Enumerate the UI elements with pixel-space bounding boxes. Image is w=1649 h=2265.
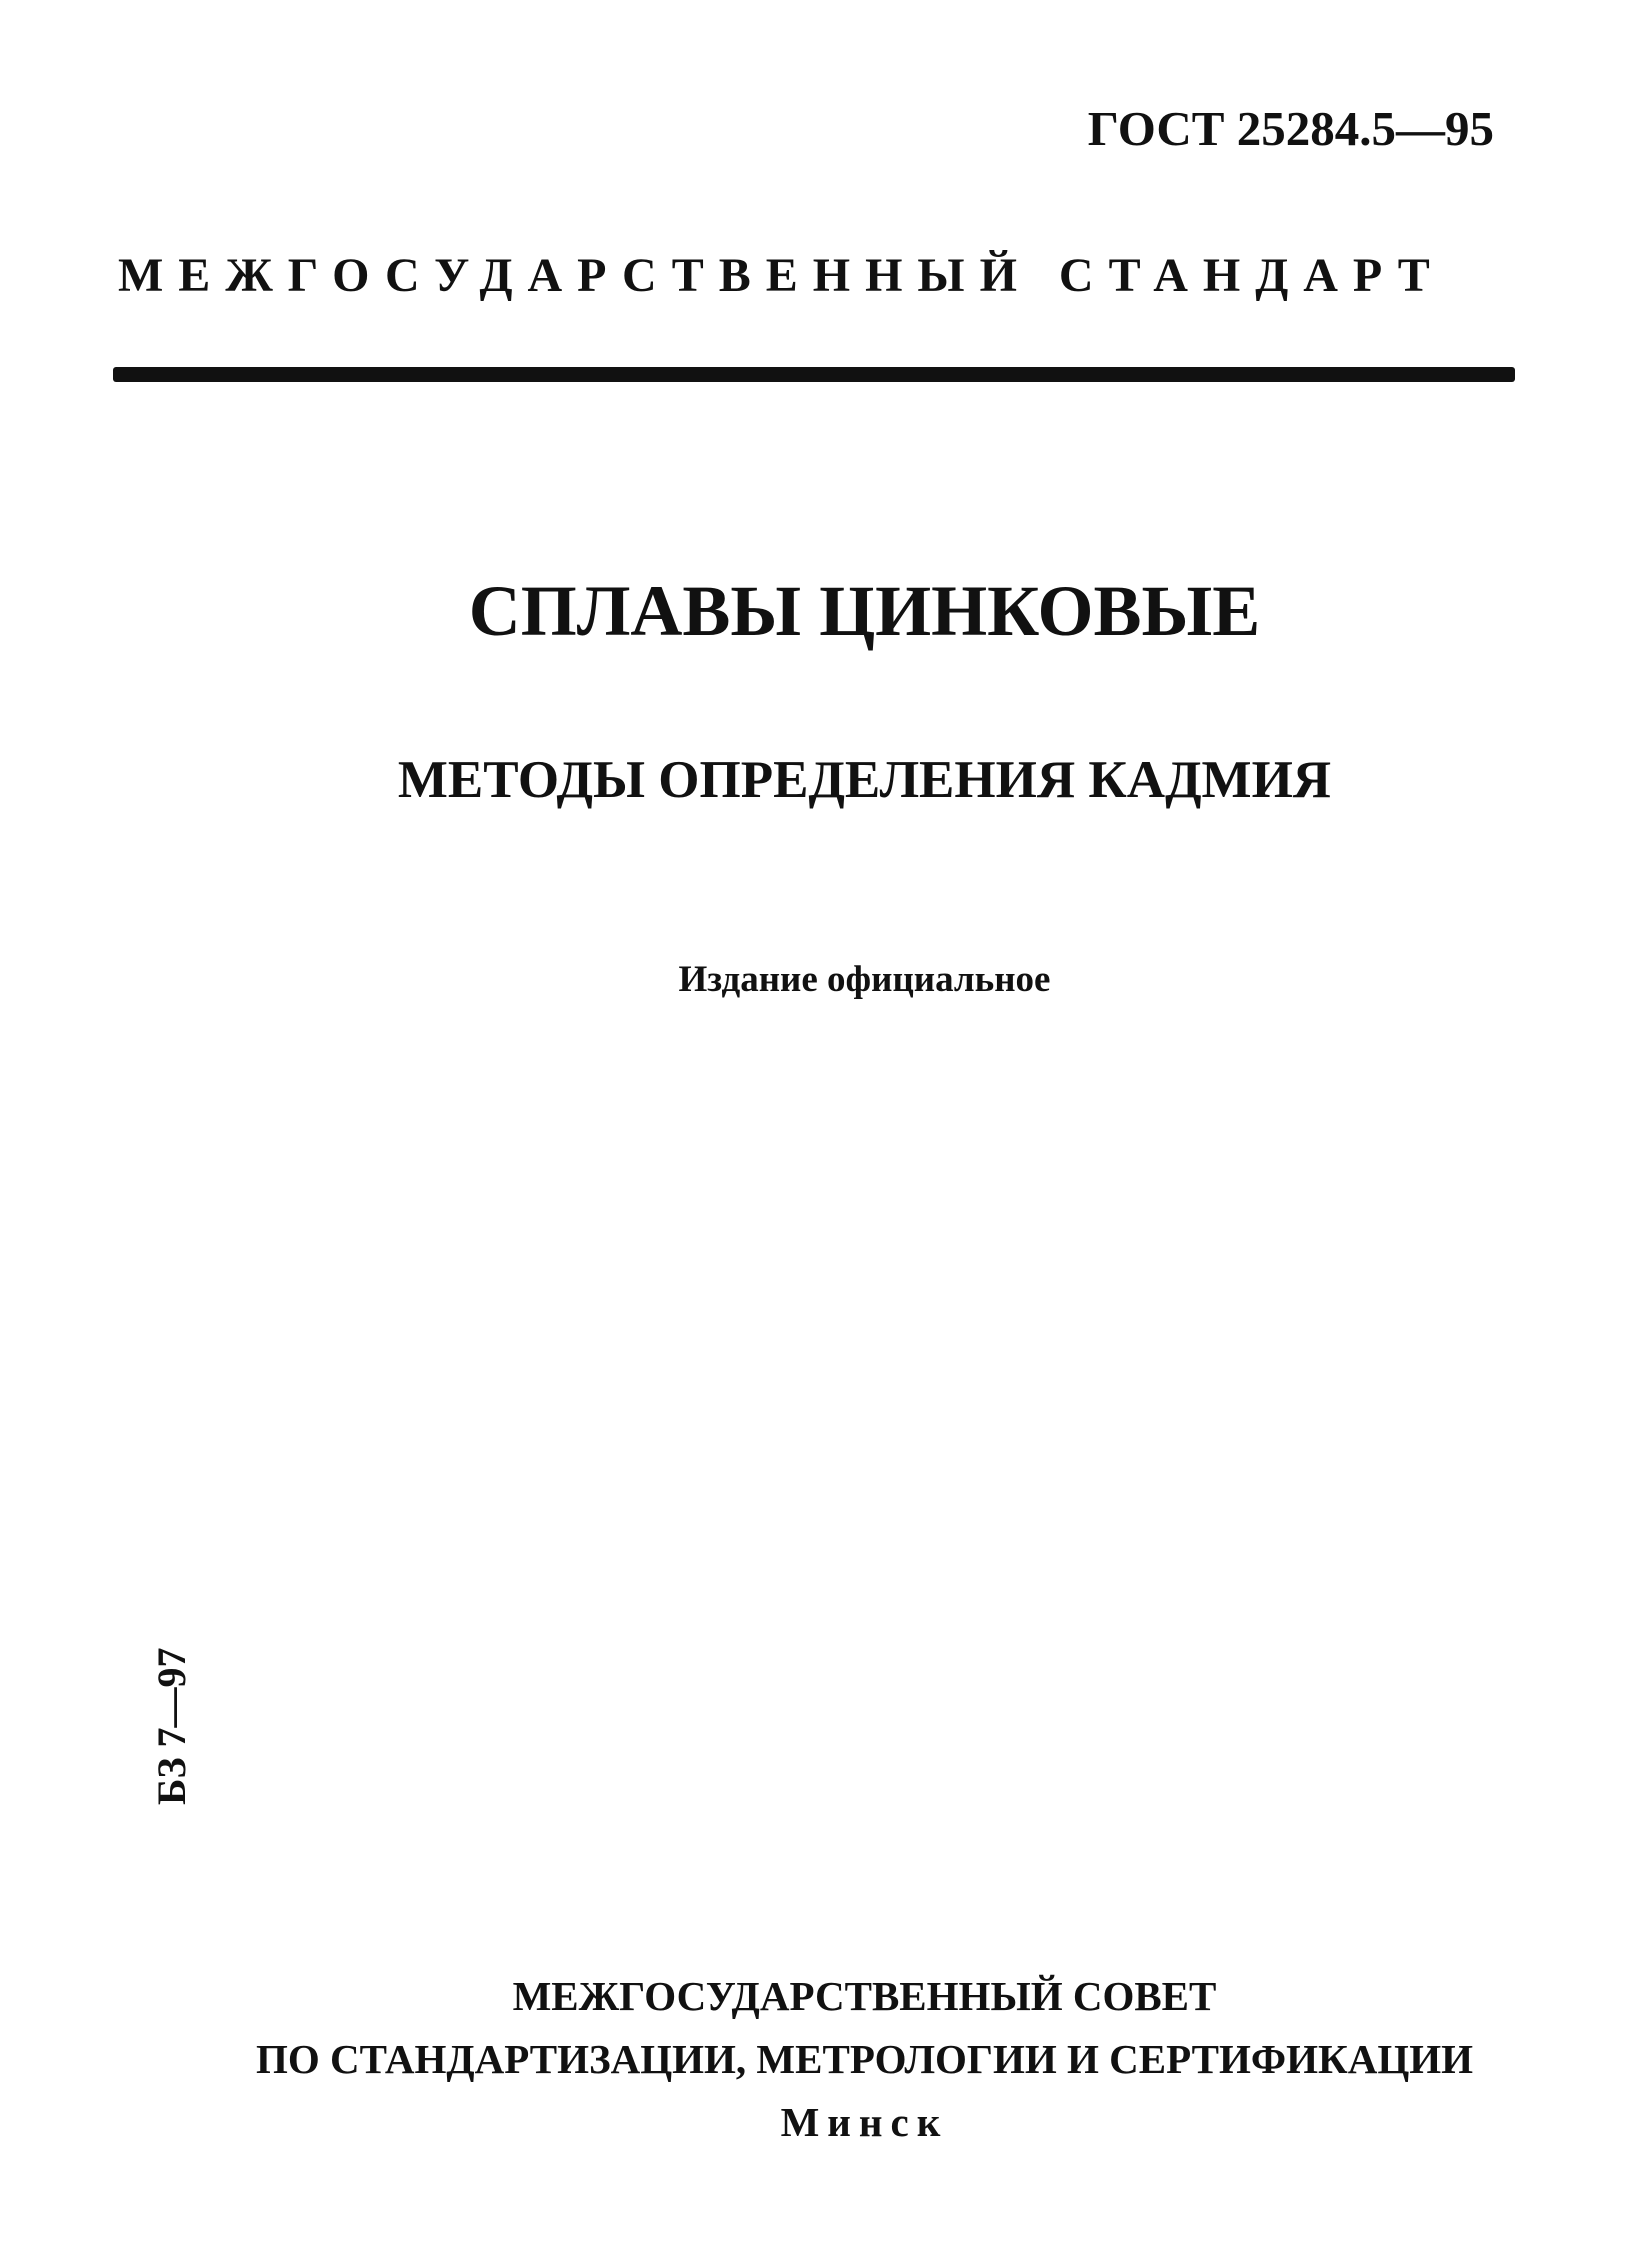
document-title: СПЛАВЫ ЦИНКОВЫЕ	[468, 571, 1261, 651]
standard-type-heading: МЕЖГОСУДАРСТВЕННЫЙ СТАНДАРТ	[118, 249, 1445, 302]
document-number: ГОСТ 25284.5—95	[1087, 101, 1494, 156]
publisher-line-1: МЕЖГОСУДАРСТВЕННЫЙ СОВЕТ	[512, 1973, 1217, 2019]
document-subtitle: МЕТОДЫ ОПРЕДЕЛЕНИЯ КАДМИЯ	[397, 751, 1332, 809]
header-divider	[113, 367, 1515, 382]
publisher-line-2: ПО СТАНДАРТИЗАЦИИ, МЕТРОЛОГИИ И СЕРТИФИКАЦИИ	[255, 2036, 1474, 2082]
publisher-block	[0, 1965, 1649, 2154]
publisher-city: Минск	[780, 2099, 949, 2145]
edition-note: Издание официальное	[678, 959, 1051, 1000]
catalog-code-vertical: БЗ 7—97	[149, 1647, 194, 1805]
